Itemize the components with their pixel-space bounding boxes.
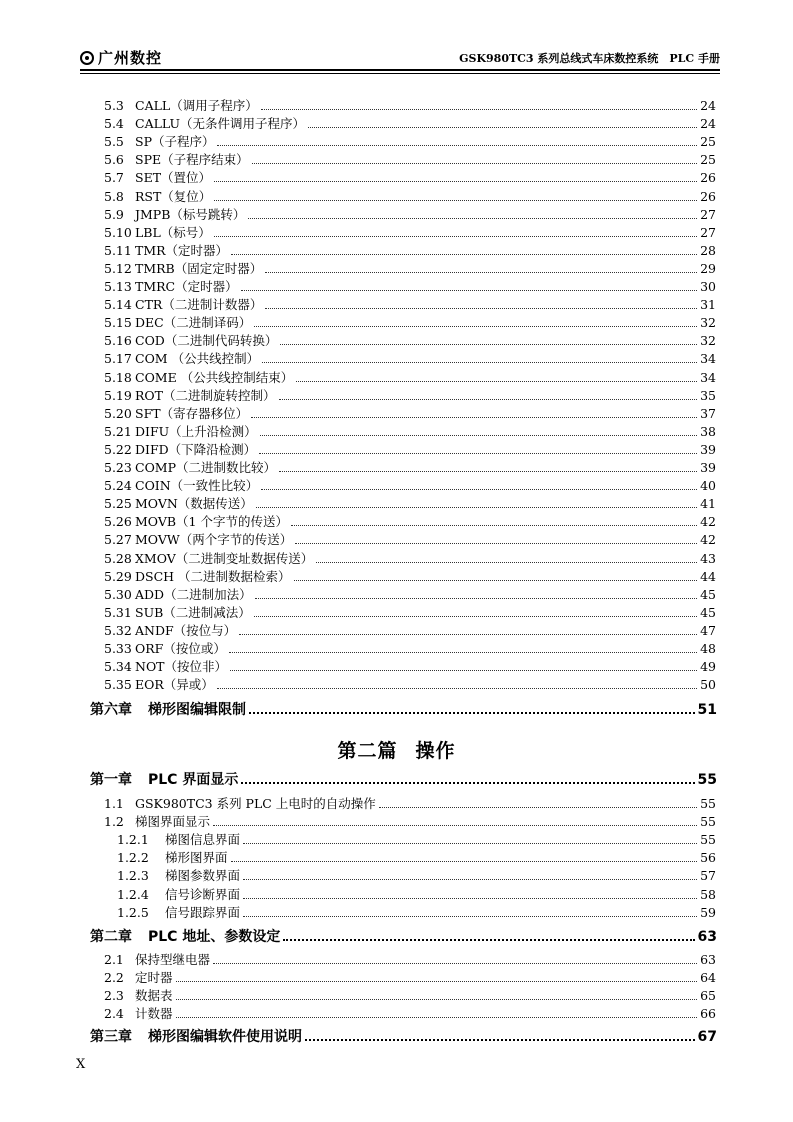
toc-leader-dots: [261, 109, 697, 110]
toc-entry[interactable]: [104, 986, 716, 1004]
toc-entry-number: 1.2.5: [117, 904, 149, 920]
toc-entry-number: 5.26: [104, 514, 132, 530]
toc-entry-title: MOVW（两个字节的传送）: [135, 532, 293, 548]
toc-entry-number: 5.14: [104, 297, 132, 313]
toc-entry-title: XMOV（二进制变址数据传送）: [135, 550, 314, 566]
toc-entry-title: DIFD（下降沿检测）: [135, 441, 257, 457]
toc-leader-dots: [213, 825, 697, 826]
toc-entry[interactable]: [104, 494, 716, 512]
toc-leader-dots: [239, 634, 697, 635]
toc-entry[interactable]: [104, 368, 716, 386]
toc-entry-page: 51: [697, 702, 717, 718]
toc-entry-title: MOVN（数据传送）: [135, 496, 253, 512]
toc-entry-page: 55: [700, 832, 716, 847]
toc-entry-title: TMR（定时器）: [135, 242, 229, 258]
toc-entry-title: COMP（二进制数比较）: [135, 460, 277, 475]
toc-entry-title: TMRC（定时器）: [135, 279, 238, 294]
toc-entry-page: 56: [700, 850, 716, 866]
toc-entry-page: 39: [700, 441, 716, 457]
toc-entry-title: COM （公共线控制）: [135, 351, 260, 367]
gsk-logo-icon: [80, 51, 94, 65]
toc-leader-dots: [176, 1017, 698, 1018]
toc-entry-page: 63: [700, 952, 716, 967]
toc-entry[interactable]: [104, 259, 716, 277]
toc-entry-page: 34: [700, 351, 716, 367]
toc-entry[interactable]: [104, 950, 716, 968]
toc-leader-dots: [243, 916, 697, 917]
toc-entry-number: 5.6: [104, 152, 124, 168]
toc-entry-page: 38: [700, 423, 716, 439]
toc-entry-page: 24: [700, 116, 716, 132]
toc-entry-page: 48: [700, 641, 716, 656]
toc-entry-page: 24: [700, 98, 716, 113]
toc-leader-dots: [280, 344, 697, 345]
toc-leader-dots: [217, 145, 697, 146]
toc-leader-dots: [231, 254, 697, 255]
toc-subentry[interactable]: [117, 885, 716, 903]
toc-entry-title: SUB（二进制减法）: [135, 604, 251, 620]
toc-entry-title: PLC 地址、参数设定: [148, 929, 281, 945]
toc-entry-title: 保持型继电器: [135, 952, 211, 967]
toc-chapter[interactable]: [90, 699, 717, 719]
toc-entry-title: 梯形图界面: [165, 850, 228, 866]
toc-chapter[interactable]: [90, 1026, 717, 1046]
toc-entry-page: 28: [700, 242, 716, 258]
toc-leader-dots: [214, 236, 697, 237]
toc-entry-title: 计数器: [135, 1006, 173, 1021]
toc-entry-number: 5.34: [104, 659, 132, 675]
toc-entry-page: 35: [700, 387, 716, 403]
toc-entry-number: 5.22: [104, 441, 132, 457]
toc-entry-title: 数据表: [135, 988, 173, 1003]
toc-entry-number: 5.4: [104, 116, 124, 132]
toc-entry-page: 49: [700, 659, 716, 675]
toc-entry-title: NOT（按位非）: [135, 659, 228, 675]
toc-entry-page: 50: [700, 677, 716, 693]
toc-entry-page: 44: [700, 568, 716, 584]
toc-entry-page: 39: [700, 460, 716, 475]
toc-entry[interactable]: [104, 812, 716, 830]
toc-leader-dots: [176, 999, 698, 1000]
toc-entry-page: 55: [700, 814, 716, 829]
toc-entry[interactable]: [104, 675, 716, 693]
toc-entry-title: CALLU（无条件调用子程序）: [135, 116, 306, 132]
toc-entry[interactable]: [104, 404, 716, 422]
toc-leader-dots: [259, 453, 697, 454]
toc-entry-title: 梯形图编辑软件使用说明: [148, 1029, 302, 1045]
toc-leader-dots: [296, 381, 697, 382]
toc-entry-page: 32: [700, 315, 716, 331]
toc-entry-page: 29: [700, 260, 716, 276]
toc-entry-title: RST（复位）: [135, 188, 212, 204]
toc-entry[interactable]: [104, 476, 716, 494]
toc-entry-number: 5.24: [104, 478, 132, 494]
toc-entry[interactable]: [104, 621, 716, 639]
toc-entry-page: 45: [700, 604, 716, 620]
toc-entry-page: 43: [700, 550, 716, 566]
toc-entry-number: 5.8: [104, 188, 124, 204]
toc-subentry[interactable]: [117, 848, 716, 866]
toc-entry[interactable]: [104, 549, 716, 567]
toc-chapter[interactable]: [90, 769, 717, 789]
toc-entry-title: 梯图信息界面: [165, 832, 241, 847]
toc-entry-title: LBL（标号）: [135, 224, 211, 240]
toc-entry-number: 5.32: [104, 622, 132, 638]
toc-leader-dots: [279, 399, 698, 400]
toc-entry-title: EOR（异或）: [135, 677, 214, 693]
toc-entry[interactable]: [104, 168, 716, 186]
toc-entry-title: JMPB（标号跳转）: [135, 206, 246, 222]
toc-entry-page: 42: [700, 514, 716, 530]
toc-entry-number: 5.31: [104, 604, 132, 620]
toc-entry[interactable]: [104, 440, 716, 458]
toc-entry-title: DEC（二进制译码）: [135, 315, 252, 331]
toc-entry-number: 5.30: [104, 586, 132, 602]
toc-chapter[interactable]: [90, 926, 717, 946]
toc-leader-dots: [316, 562, 697, 563]
toc-entry-page: 64: [700, 970, 716, 985]
toc-leader-dots: [261, 489, 697, 490]
toc-entry-title: DIFU（上升沿检测）: [135, 423, 257, 439]
toc-entry-page: 65: [700, 988, 716, 1003]
toc-entry-title: TMRB（固定定时器）: [135, 260, 263, 276]
toc-entry-title: SP（子程序）: [135, 134, 215, 150]
toc-entry-number: 5.17: [104, 351, 132, 367]
toc-entry-number: 2.1: [104, 952, 124, 967]
toc-leader-dots: [265, 272, 697, 273]
toc-entry-number: 5.35: [104, 677, 132, 693]
toc-entry[interactable]: [104, 530, 716, 548]
toc-leader-dots: [283, 939, 694, 941]
toc-leader-dots: [291, 525, 697, 526]
toc-entry-title: 定时器: [135, 970, 173, 985]
toc-leader-dots: [255, 598, 698, 599]
toc-leader-dots: [254, 326, 697, 327]
toc-entry-page: 42: [700, 532, 716, 548]
toc-entry-page: 25: [700, 152, 716, 168]
toc-entry-page: 59: [700, 904, 716, 920]
toc-entry-page: 66: [700, 1006, 716, 1021]
toc-entry-page: 45: [700, 586, 716, 602]
toc-entry-title: DSCH （二进制数据检索）: [135, 568, 291, 584]
toc-entry-number: 5.20: [104, 405, 132, 421]
toc-entry[interactable]: [104, 603, 716, 621]
toc-entry-number: 5.15: [104, 315, 132, 331]
toc-entry-page: 27: [700, 224, 716, 240]
toc-entry-number: 5.11: [104, 242, 132, 258]
toc-entry[interactable]: [104, 1004, 716, 1022]
toc-entry-number: 5.16: [104, 333, 132, 349]
toc-leader-dots: [229, 652, 697, 653]
header-rule-thick: [80, 69, 720, 71]
toc-entry-number: 第一章: [90, 772, 132, 788]
toc-entry-number: 5.27: [104, 532, 132, 548]
toc-entry-title: ROT（二进制旋转控制）: [135, 387, 276, 403]
toc-entry-number: 5.3: [104, 98, 124, 113]
toc-entry[interactable]: [104, 223, 716, 241]
toc-entry-number: 5.23: [104, 460, 132, 475]
toc-entry-number: 5.18: [104, 369, 132, 385]
toc-entry[interactable]: [104, 150, 716, 168]
toc-entry-page: 63: [697, 929, 717, 945]
toc-entry-number: 第三章: [90, 1029, 132, 1045]
toc-leader-dots: [294, 580, 698, 581]
manual-title: GSK980TC3 系列总线式车床数控系统 PLC 手册: [459, 52, 720, 65]
toc-entry-title: ANDF（按位与）: [135, 622, 237, 638]
toc-entry[interactable]: [104, 313, 716, 331]
toc-entry-number: 1.2.2: [117, 850, 149, 866]
toc-entry-number: 5.10: [104, 224, 132, 240]
toc-leader-dots: [249, 712, 695, 714]
toc-entry-number: 5.5: [104, 134, 124, 150]
toc-leader-dots: [251, 417, 697, 418]
toc-entry-number: 1.2.3: [117, 868, 149, 884]
toc-leader-dots: [231, 861, 698, 862]
toc-entry-title: PLC 界面显示: [148, 772, 239, 788]
toc-entry-title: COIN（一致性比较）: [135, 478, 259, 494]
toc-entry-title: COD（二进制代码转换）: [135, 333, 278, 349]
toc-entry-number: 1.1: [104, 796, 124, 811]
toc-entry-number: 5.19: [104, 387, 132, 403]
toc-entry-page: 55: [700, 796, 716, 811]
toc-entry-page: 55: [697, 772, 717, 788]
toc-entry-number: 5.28: [104, 550, 132, 566]
toc-subentry[interactable]: [117, 830, 716, 848]
toc-entry-page: 27: [700, 206, 716, 222]
toc-entry-page: 41: [700, 496, 716, 512]
toc-entry-page: 34: [700, 369, 716, 385]
toc-entry[interactable]: [104, 639, 716, 657]
toc-entry-page: 31: [700, 297, 716, 313]
toc-entry-title: GSK980TC3 系列 PLC 上电时的自动操作: [135, 796, 376, 811]
toc-leader-dots: [254, 616, 697, 617]
toc-entry-title: CTR（二进制计数器）: [135, 297, 263, 313]
toc-entry-title: SPE（子程序结束）: [135, 152, 249, 168]
toc-entry[interactable]: [104, 458, 716, 476]
toc-entry[interactable]: [104, 187, 716, 205]
toc-leader-dots: [308, 127, 697, 128]
toc-entry[interactable]: [104, 657, 716, 675]
toc-leader-dots: [243, 843, 697, 844]
toc-entry-number: 1.2: [104, 814, 124, 829]
company-logo: [80, 47, 162, 68]
part-title: 操作: [415, 740, 456, 762]
toc-entry-number: 1.2.4: [117, 886, 149, 902]
toc-entry-title: ADD（二进制加法）: [135, 586, 252, 602]
part-heading: [0, 736, 793, 763]
toc-leader-dots: [260, 435, 697, 436]
toc-entry[interactable]: [104, 96, 716, 114]
toc-leader-dots: [305, 1039, 695, 1041]
toc-leader-dots: [217, 688, 697, 689]
toc-entry[interactable]: [104, 331, 716, 349]
toc-entry-page: 30: [700, 279, 716, 294]
toc-entry[interactable]: [104, 349, 716, 367]
toc-entry[interactable]: [104, 241, 716, 259]
toc-entry[interactable]: [104, 512, 716, 530]
toc-leader-dots: [241, 290, 697, 291]
toc-leader-dots: [243, 879, 697, 880]
toc-entry[interactable]: [104, 422, 716, 440]
toc-entry[interactable]: [104, 132, 716, 150]
toc-entry-number: 1.2.1: [117, 832, 149, 847]
toc-entry[interactable]: [104, 567, 716, 585]
toc-leader-dots: [213, 963, 697, 964]
logo-text: 广州数控: [98, 49, 163, 67]
toc-entry-title: ORF（按位或）: [135, 641, 226, 656]
toc-entry-title: COME （公共线控制结束）: [135, 369, 294, 385]
toc-leader-dots: [243, 898, 697, 899]
toc-entry-page: 67: [697, 1029, 717, 1045]
toc-entry[interactable]: [104, 794, 716, 812]
toc-entry-number: 2.4: [104, 1006, 124, 1021]
toc-entry-number: 2.3: [104, 988, 124, 1003]
part-number: 第二篇: [337, 740, 398, 762]
toc-leader-dots: [241, 782, 694, 784]
toc-entry-number: 5.29: [104, 568, 132, 584]
toc-entry-number: 5.12: [104, 260, 132, 276]
toc-entry[interactable]: [104, 386, 716, 404]
toc-entry-number: 5.13: [104, 279, 132, 294]
toc-entry-title: SFT（寄存器移位）: [135, 405, 249, 421]
toc-leader-dots: [295, 543, 697, 544]
toc-entry-page: 47: [700, 622, 716, 638]
toc-leader-dots: [252, 163, 697, 164]
toc-entry-number: 5.25: [104, 496, 132, 512]
toc-entry-number: 5.7: [104, 170, 124, 186]
toc-entry-title: MOVB（1 个字节的传送）: [135, 514, 288, 530]
toc-leader-dots: [265, 308, 697, 309]
toc-entry-title: SET（置位）: [135, 170, 212, 186]
toc-entry-page: 37: [700, 405, 716, 421]
page-header: [80, 46, 720, 70]
toc-leader-dots: [214, 200, 697, 201]
toc-leader-dots: [379, 807, 697, 808]
toc-subentry[interactable]: [117, 866, 716, 884]
toc-entry-number: 2.2: [104, 970, 124, 985]
toc-leader-dots: [176, 981, 698, 982]
toc-entry[interactable]: [104, 585, 716, 603]
toc-entry-number: 5.9: [104, 206, 124, 222]
toc-entry-title: CALL（调用子程序）: [135, 98, 258, 113]
toc-entry-number: 第六章: [90, 702, 132, 718]
toc-subentry[interactable]: [117, 903, 716, 921]
toc-entry-title: 梯形图编辑限制: [148, 702, 246, 718]
toc-leader-dots: [230, 670, 697, 671]
toc-entry-title: 梯图界面显示: [135, 814, 211, 829]
toc-leader-dots: [214, 181, 697, 182]
toc-entry-page: 25: [700, 134, 716, 150]
toc-entry-page: 40: [700, 478, 716, 494]
toc-leader-dots: [262, 362, 697, 363]
toc-entry[interactable]: [104, 277, 716, 295]
toc-entry[interactable]: [104, 295, 716, 313]
toc-entry-number: 第二章: [90, 929, 132, 945]
toc-entry-page: 26: [700, 170, 716, 186]
toc-entry-page: 58: [700, 886, 716, 902]
toc-entry-number: 5.21: [104, 423, 132, 439]
toc-entry-title: 梯图参数界面: [165, 868, 241, 884]
toc-entry[interactable]: [104, 968, 716, 986]
toc-entry-title: 信号跟踪界面: [165, 904, 241, 920]
header-rule-thin: [80, 73, 720, 74]
toc-leader-dots: [248, 218, 697, 219]
toc-entry[interactable]: [104, 205, 716, 223]
page-number: X: [76, 1057, 86, 1072]
toc-entry-title: 信号诊断界面: [165, 886, 241, 902]
toc-entry-number: 5.33: [104, 641, 132, 656]
toc-leader-dots: [256, 507, 697, 508]
toc-leader-dots: [279, 471, 697, 472]
toc-entry-page: 57: [700, 868, 716, 884]
toc-entry-page: 32: [700, 333, 716, 349]
toc-entry-page: 26: [700, 188, 716, 204]
toc-entry[interactable]: [104, 114, 716, 132]
